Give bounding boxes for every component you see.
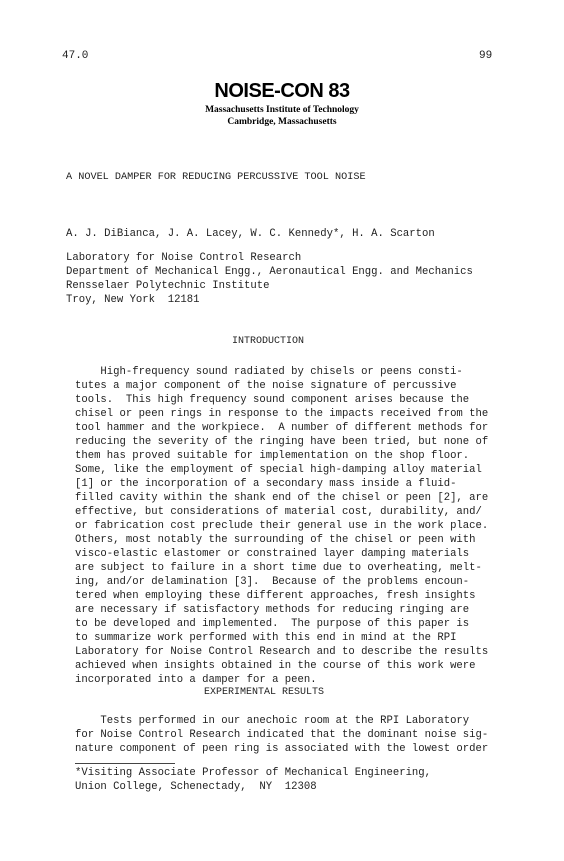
body-line: to summarize work performed with this end in mind at the RPI: [75, 632, 457, 644]
conference-location: Cambridge, Massachusetts: [227, 117, 337, 127]
body-line: for Noise Control Research indicated that the dominant noise sig-: [75, 729, 489, 741]
section-heading-introduction: INTRODUCTION: [232, 336, 305, 347]
body-line: Laboratory for Noise Control Research and to describe the results: [75, 646, 489, 658]
body-line: them has proved suitable for implementation on the shop floor.: [75, 450, 470, 462]
body-line: tool hammer and the workpiece. A number of different methods for: [75, 422, 489, 434]
body-line: Tests performed in our anechoic room at the RPI Laboratory: [75, 715, 470, 727]
body-line: tutes a major component of the noise signature of percussive: [75, 380, 457, 392]
body-line: Some, like the employment of special high-damping alloy material: [75, 464, 482, 476]
body-line: tered when employing these different approaches, fresh insights: [75, 590, 476, 602]
affiliation-line: Rensselaer Polytechnic Institute: [66, 280, 270, 292]
body-line: High-frequency sound radiated by chisels or peens consti-: [75, 366, 463, 378]
body-line: chisel or peen rings in response to the impacts received from the: [75, 408, 489, 420]
affiliation-line: Troy, New York 12181: [66, 294, 200, 306]
affiliation-line: Department of Mechanical Engg., Aeronautical Engg. and Mechanics: [66, 266, 473, 278]
author-list: A. J. DiBianca, J. A. Lacey, W. C. Kennedy*, H. A. Scarton: [66, 228, 435, 240]
section-heading-experimental-results: EXPERIMENTAL RESULTS: [204, 687, 325, 698]
body-line: to be developed and implemented. The purpose of this paper is: [75, 618, 470, 630]
conference-institution: Massachusetts Institute of Technology: [205, 105, 359, 115]
footnote-line: Union College, Schenectady, NY 12308: [75, 781, 317, 793]
body-line: [1] or the incorporation of a secondary mass inside a fluid-: [75, 478, 457, 490]
body-line: nature component of peen ring is associated with the lowest order: [75, 743, 489, 755]
footnote-line: *Visiting Associate Professor of Mechanical Engineering,: [75, 767, 432, 779]
conference-name: NOISE-CON 83: [214, 80, 350, 102]
paper-title: A NOVEL DAMPER FOR REDUCING PERCUSSIVE TOOL NOISE: [66, 172, 366, 183]
body-line: filled cavity within the shank end of the chisel or peen [2], are: [75, 492, 489, 504]
body-line: achieved when insights obtained in the course of this work were: [75, 660, 476, 672]
body-line: effective, but considerations of material cost, durability, and/: [75, 506, 482, 518]
body-line: Others, most notably the surrounding of the chisel or peen with: [75, 534, 476, 546]
body-line: tools. This high frequency sound component arises because the: [75, 394, 470, 406]
body-line: are necessary if satisfactory methods for reducing ringing are: [75, 604, 470, 616]
body-line: incorporated into a damper for a peen.: [75, 674, 317, 686]
page-number-right: 99: [479, 50, 493, 62]
body-line: reducing the severity of the ringing have been tried, but none of: [75, 436, 489, 448]
body-line: are subject to failure in a short time due to overheating, melt-: [75, 562, 482, 574]
body-line: ing, and/or delamination [3]. Because of the problems encoun-: [75, 576, 470, 588]
page-number-left: 47.0: [62, 50, 89, 62]
body-line: visco-elastic elastomer or constrained layer damping materials: [75, 548, 470, 560]
affiliation-line: Laboratory for Noise Control Research: [66, 252, 302, 264]
body-line: or fabrication cost preclude their general use in the work place.: [75, 520, 489, 532]
footnote-rule: [75, 763, 175, 764]
